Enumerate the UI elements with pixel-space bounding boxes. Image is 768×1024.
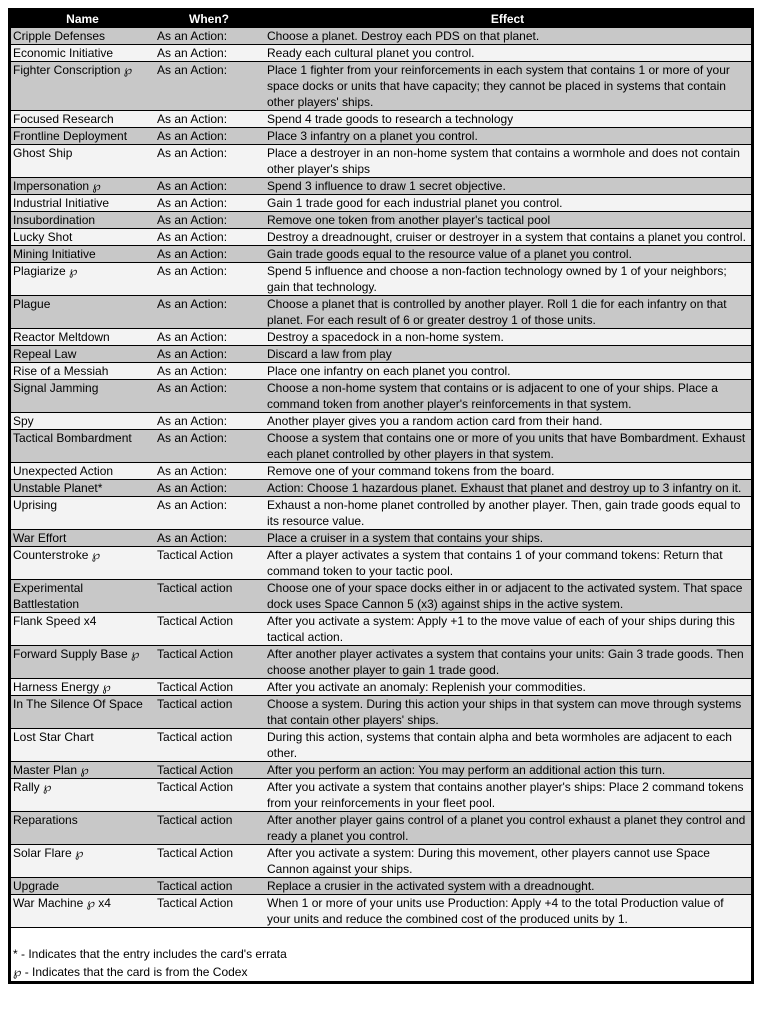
header-name: Name — [11, 11, 154, 28]
card-when: Tactical Action — [154, 895, 264, 928]
card-name: Fighter Conscription ℘ — [11, 62, 154, 111]
card-when: As an Action: — [154, 111, 264, 128]
card-name: Uprising — [11, 497, 154, 530]
card-effect: After a player activates a system that contains 1 of your command tokens: Return that command token to your tactic pool. — [264, 547, 751, 580]
card-effect: Gain trade goods equal to the resource value of a planet you control. — [264, 246, 751, 263]
card-when: Tactical Action — [154, 646, 264, 679]
table-row — [11, 497, 751, 530]
card-name: Lucky Shot — [11, 229, 154, 246]
card-when: As an Action: — [154, 28, 264, 45]
table-row — [11, 878, 751, 895]
legend-codex: ℘ - Indicates that the card is from the Codex — [13, 965, 248, 979]
table-row — [11, 346, 751, 363]
card-effect: After you activate a system that contains another player's ships: Place 2 command tokens from your reinforcements in your fleet pool. — [264, 779, 751, 812]
card-name: Industrial Initiative — [11, 195, 154, 212]
table-row — [11, 580, 751, 613]
card-name: Plague — [11, 296, 154, 329]
card-name: Mining Initiative — [11, 246, 154, 263]
card-effect: Place a cruiser in a system that contains your ships. — [264, 530, 751, 547]
card-when: Tactical action — [154, 696, 264, 729]
card-name: Impersonation ℘ — [11, 178, 154, 195]
card-effect: Choose a planet that is controlled by another player. Roll 1 die for each infantry on that planet. For each result of 6 or greater destroy 1 of those units. — [264, 296, 751, 329]
card-effect: Remove one of your command tokens from the board. — [264, 463, 751, 480]
card-name: Solar Flare ℘ — [11, 845, 154, 878]
card-when: As an Action: — [154, 296, 264, 329]
card-name: Unexpected Action — [11, 463, 154, 480]
card-effect: Place one infantry on each planet you control. — [264, 363, 751, 380]
table-row — [11, 363, 751, 380]
card-effect: After you activate a system: During this movement, other players cannot use Space Cannon against your ships. — [264, 845, 751, 878]
card-when: Tactical action — [154, 812, 264, 845]
table-row — [11, 696, 751, 729]
card-when: Tactical Action — [154, 547, 264, 580]
card-when: As an Action: — [154, 246, 264, 263]
table-row — [11, 812, 751, 845]
table-row — [11, 729, 751, 762]
table-row — [11, 547, 751, 580]
card-when: Tactical Action — [154, 762, 264, 779]
card-effect: Choose one of your space docks either in or adjacent to the activated system. That space dock uses Space Cannon 5 (x3) against ships in the active system. — [264, 580, 751, 613]
card-when: As an Action: — [154, 229, 264, 246]
legend — [11, 931, 751, 981]
table-row — [11, 111, 751, 128]
card-when: As an Action: — [154, 212, 264, 229]
table-row — [11, 45, 751, 62]
card-when: As an Action: — [154, 530, 264, 547]
table-row — [11, 28, 751, 45]
card-effect: After another player gains control of a planet you control exhaust a planet they control and ready a planet you control. — [264, 812, 751, 845]
card-name: Plagiarize ℘ — [11, 263, 154, 296]
card-effect: Place 1 fighter from your reinforcements in each system that contains 1 or more of your space docks or units that have capacity; they cannot be placed in systems that contain other players' ships. — [264, 62, 751, 111]
card-name: Reparations — [11, 812, 154, 845]
action-card-sheet — [8, 8, 754, 984]
card-name: Frontline Deployment — [11, 128, 154, 145]
table-row — [11, 845, 751, 878]
card-name: Rise of a Messiah — [11, 363, 154, 380]
card-when: Tactical action — [154, 729, 264, 762]
card-when: As an Action: — [154, 430, 264, 463]
card-name: Tactical Bombardment — [11, 430, 154, 463]
card-effect: Spend 3 influence to draw 1 secret objective. — [264, 178, 751, 195]
card-name: Repeal Law — [11, 346, 154, 363]
table-row — [11, 430, 751, 463]
card-when: As an Action: — [154, 480, 264, 497]
card-effect: Choose a non-home system that contains or is adjacent to one of your ships. Place a command token from another player's reinforcements in that system. — [264, 380, 751, 413]
table-row — [11, 480, 751, 497]
table-header-row — [11, 11, 751, 28]
card-when: As an Action: — [154, 363, 264, 380]
table-row — [11, 212, 751, 229]
card-effect: Exhaust a non-home planet controlled by another player. Then, gain trade goods equal to its resource value. — [264, 497, 751, 530]
card-effect: Choose a system that contains one or more of you units that have Bombardment. Exhaust each planet controlled by other players in that system. — [264, 430, 751, 463]
card-when: As an Action: — [154, 45, 264, 62]
table-row — [11, 779, 751, 812]
table-row — [11, 613, 751, 646]
card-effect: Spend 4 trade goods to research a technology — [264, 111, 751, 128]
card-effect: When 1 or more of your units use Production: Apply +4 to the total Production value of your units and reduce the combined cost of the produced units by 1. — [264, 895, 751, 928]
action-card-table — [11, 11, 751, 928]
table-row — [11, 263, 751, 296]
card-name: Harness Energy ℘ — [11, 679, 154, 696]
card-name: Upgrade — [11, 878, 154, 895]
card-effect: Choose a system. During this action your ships in that system can move through systems that contain other players' ships. — [264, 696, 751, 729]
card-name: Ghost Ship — [11, 145, 154, 178]
card-name: Economic Initiative — [11, 45, 154, 62]
table-row — [11, 762, 751, 779]
card-name: Reactor Meltdown — [11, 329, 154, 346]
card-when: Tactical action — [154, 878, 264, 895]
card-when: As an Action: — [154, 346, 264, 363]
card-effect: Ready each cultural planet you control. — [264, 45, 751, 62]
card-name: Signal Jamming — [11, 380, 154, 413]
card-when: Tactical Action — [154, 679, 264, 696]
card-effect: Replace a crusier in the activated system with a dreadnought. — [264, 878, 751, 895]
card-name: Lost Star Chart — [11, 729, 154, 762]
card-name: War Effort — [11, 530, 154, 547]
card-effect: After another player activates a system that contains your units: Gain 3 trade goods. Then choose another player to gain 1 trade good. — [264, 646, 751, 679]
card-effect: After you activate an anomaly: Replenish your commodities. — [264, 679, 751, 696]
card-effect: Destroy a spacedock in a non-home system. — [264, 329, 751, 346]
card-when: As an Action: — [154, 178, 264, 195]
card-effect: During this action, systems that contain alpha and beta wormholes are adjacent to each other. — [264, 729, 751, 762]
card-name: Spy — [11, 413, 154, 430]
table-row — [11, 195, 751, 212]
card-name: Master Plan ℘ — [11, 762, 154, 779]
card-effect: After you activate a system: Apply +1 to the move value of each of your ships during this tactical action. — [264, 613, 751, 646]
card-when: As an Action: — [154, 263, 264, 296]
card-name: Insubordination — [11, 212, 154, 229]
table-row — [11, 246, 751, 263]
card-name: Flank Speed x4 — [11, 613, 154, 646]
table-row — [11, 62, 751, 111]
card-when: As an Action: — [154, 128, 264, 145]
header-when: When? — [154, 11, 264, 28]
card-name: Forward Supply Base ℘ — [11, 646, 154, 679]
table-row — [11, 679, 751, 696]
card-when: As an Action: — [154, 463, 264, 480]
card-when: Tactical Action — [154, 613, 264, 646]
card-name: Counterstroke ℘ — [11, 547, 154, 580]
card-when: Tactical action — [154, 580, 264, 613]
card-effect: Discard a law from play — [264, 346, 751, 363]
table-row — [11, 229, 751, 246]
card-when: As an Action: — [154, 413, 264, 430]
card-when: As an Action: — [154, 497, 264, 530]
table-row — [11, 530, 751, 547]
card-when: As an Action: — [154, 62, 264, 111]
card-effect: Spend 5 influence and choose a non-faction technology owned by 1 of your neighbors; gain that technology. — [264, 263, 751, 296]
card-when: As an Action: — [154, 380, 264, 413]
card-name: In The Silence Of Space — [11, 696, 154, 729]
header-effect: Effect — [264, 11, 751, 28]
card-when: Tactical Action — [154, 779, 264, 812]
card-name: Focused Research — [11, 111, 154, 128]
table-row — [11, 296, 751, 329]
card-effect: Place 3 infantry on a planet you control. — [264, 128, 751, 145]
legend-errata: * - Indicates that the entry includes the card's errata — [13, 947, 287, 961]
table-row — [11, 380, 751, 413]
card-when: Tactical Action — [154, 845, 264, 878]
table-body — [11, 28, 751, 928]
card-effect: Place a destroyer in an non-home system that contains a wormhole and does not contain other player's ships — [264, 145, 751, 178]
card-when: As an Action: — [154, 195, 264, 212]
card-when: As an Action: — [154, 329, 264, 346]
card-effect: Action: Choose 1 hazardous planet. Exhaust that planet and destroy up to 3 infantry on it. — [264, 480, 751, 497]
table-row — [11, 145, 751, 178]
table-row — [11, 329, 751, 346]
card-when: As an Action: — [154, 145, 264, 178]
card-name: War Machine ℘ x4 — [11, 895, 154, 928]
card-effect: After you perform an action: You may perform an additional action this turn. — [264, 762, 751, 779]
table-row — [11, 128, 751, 145]
table-row — [11, 413, 751, 430]
card-effect: Destroy a dreadnought, cruiser or destroyer in a system that contains a planet you control. — [264, 229, 751, 246]
card-effect: Another player gives you a random action card from their hand. — [264, 413, 751, 430]
table-row — [11, 895, 751, 928]
table-row — [11, 178, 751, 195]
card-effect: Remove one token from another player's tactical pool — [264, 212, 751, 229]
card-effect: Choose a planet. Destroy each PDS on that planet. — [264, 28, 751, 45]
card-effect: Gain 1 trade good for each industrial planet you control. — [264, 195, 751, 212]
card-name: Rally ℘ — [11, 779, 154, 812]
table-row — [11, 463, 751, 480]
card-name: Cripple Defenses — [11, 28, 154, 45]
card-name: Experimental Battlestation — [11, 580, 154, 613]
card-name: Unstable Planet* — [11, 480, 154, 497]
table-row — [11, 646, 751, 679]
